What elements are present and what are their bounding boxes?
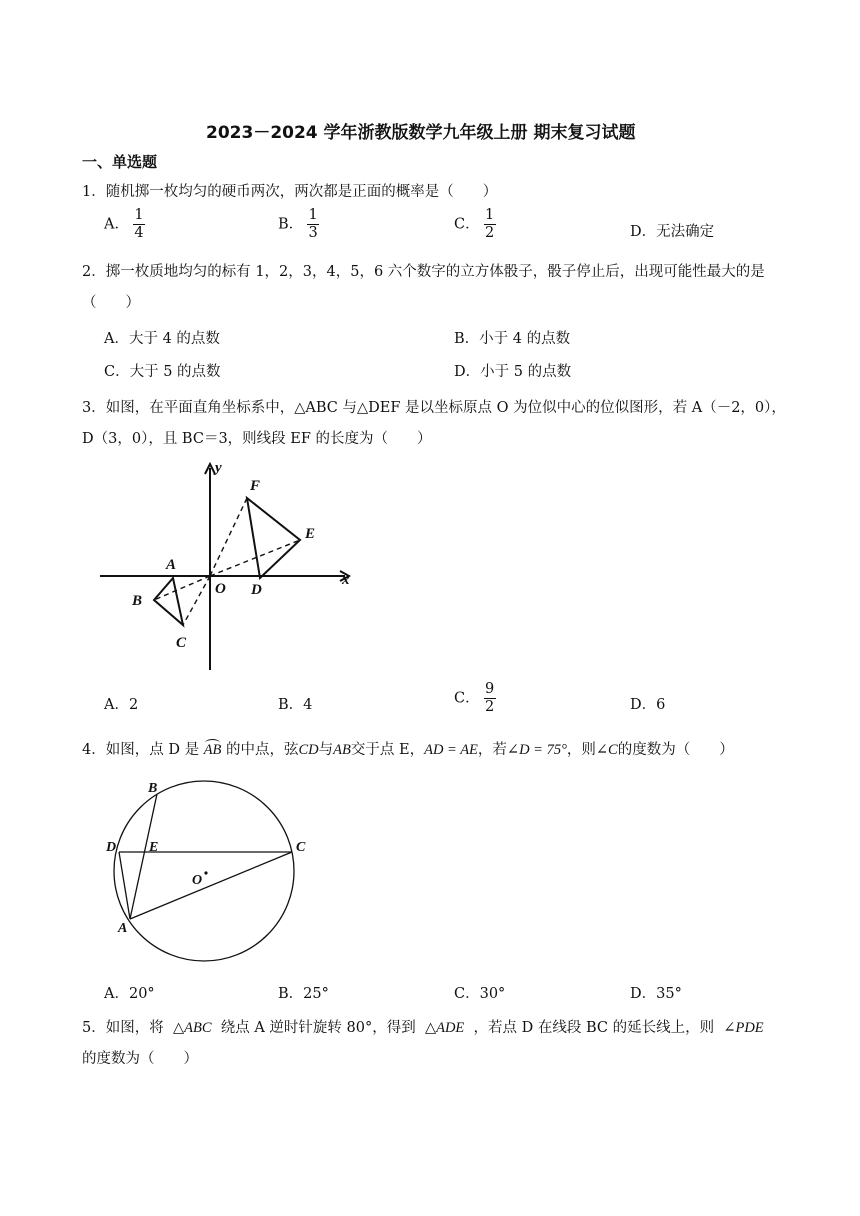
label-B: B: [148, 781, 158, 796]
label-E: E: [305, 526, 316, 542]
question-3-stem-line1: 3．如图，在平面直角坐标系中，△ABC 与△DEF 是以坐标原点 O 为位似中心的位似图形，若 A（－2，0），: [82, 400, 786, 416]
label-x-axis: x: [342, 572, 350, 588]
page-title: 2023－2024 学年浙教版数学九年级上册 期末复习试题: [206, 123, 636, 143]
label-y-axis: y: [215, 460, 222, 476]
q3-option-b: B．4: [278, 697, 313, 713]
coordinate-figure: [100, 460, 365, 675]
question-2-stem-line2: （ ）: [82, 295, 140, 311]
label-D: D: [106, 840, 117, 855]
q1-option-a: A． $\frac{1}{4}$: [104, 207, 144, 242]
question-4-stem: 4．如图，点 D 是 AB 的中点，弦CD与AB交于点 E，AD = AE，若∠D = 75°，则∠C的度数为（ ）: [82, 742, 734, 758]
label-F: F: [250, 478, 261, 494]
q1-option-d: D．无法确定: [630, 224, 715, 240]
arc-AB: AB: [203, 742, 222, 758]
q3-option-c: C． $\frac{9}{2}$: [454, 681, 495, 716]
circle-figure: [100, 772, 325, 972]
label-C: C: [176, 635, 187, 651]
q4-option-d: D．35°: [630, 986, 682, 1002]
q3-option-d: D．6: [630, 697, 666, 713]
q2-option-d: D．小于 5 的点数: [454, 364, 572, 380]
section-heading: 一、单选题: [82, 153, 158, 171]
label-E: E: [149, 840, 159, 855]
q1-option-c: C． $\frac{1}{2}$: [454, 207, 495, 242]
q2-option-c: C．大于 5 的点数: [104, 364, 221, 380]
q2-option-a: A．大于 4 的点数: [104, 331, 220, 347]
question-5-stem-line1: 5．如图，将 △ABC 绕点 A 逆时针旋转 80°，得到 △ADE ，若点 D 在线段 BC 的延长线上，则 ∠PDE: [82, 1020, 764, 1036]
q2-option-b: B．小于 4 的点数: [454, 331, 571, 347]
label-D: D: [251, 582, 262, 598]
question-5-stem-line2: 的度数为（ ）: [82, 1051, 198, 1067]
question-1-stem: 1．随机掷一枚均匀的硬币两次，两次都是正面的概率是（ ）: [82, 184, 498, 200]
label-O: O: [215, 581, 226, 597]
label-A: A: [118, 921, 128, 936]
question-3-stem-line2: D（3，0），且 BC＝3，则线段 EF 的长度为（ ）: [82, 431, 432, 447]
q1-option-b: B． $\frac{1}{3}$: [278, 207, 318, 242]
label-B: B: [132, 593, 143, 609]
q4-option-b: B．25°: [278, 986, 329, 1002]
q4-option-a: A．20°: [104, 986, 155, 1002]
label-O: O: [192, 873, 203, 888]
q3-option-a: A．2: [104, 697, 139, 713]
question-2-stem-line1: 2．掷一枚质地均匀的标有 1，2，3，4，5，6 六个数字的立方体骰子，骰子停止后，出现可能性最大的是: [82, 264, 765, 280]
label-A: A: [166, 557, 177, 573]
q4-option-c: C．30°: [454, 986, 506, 1002]
label-C: C: [296, 840, 306, 855]
